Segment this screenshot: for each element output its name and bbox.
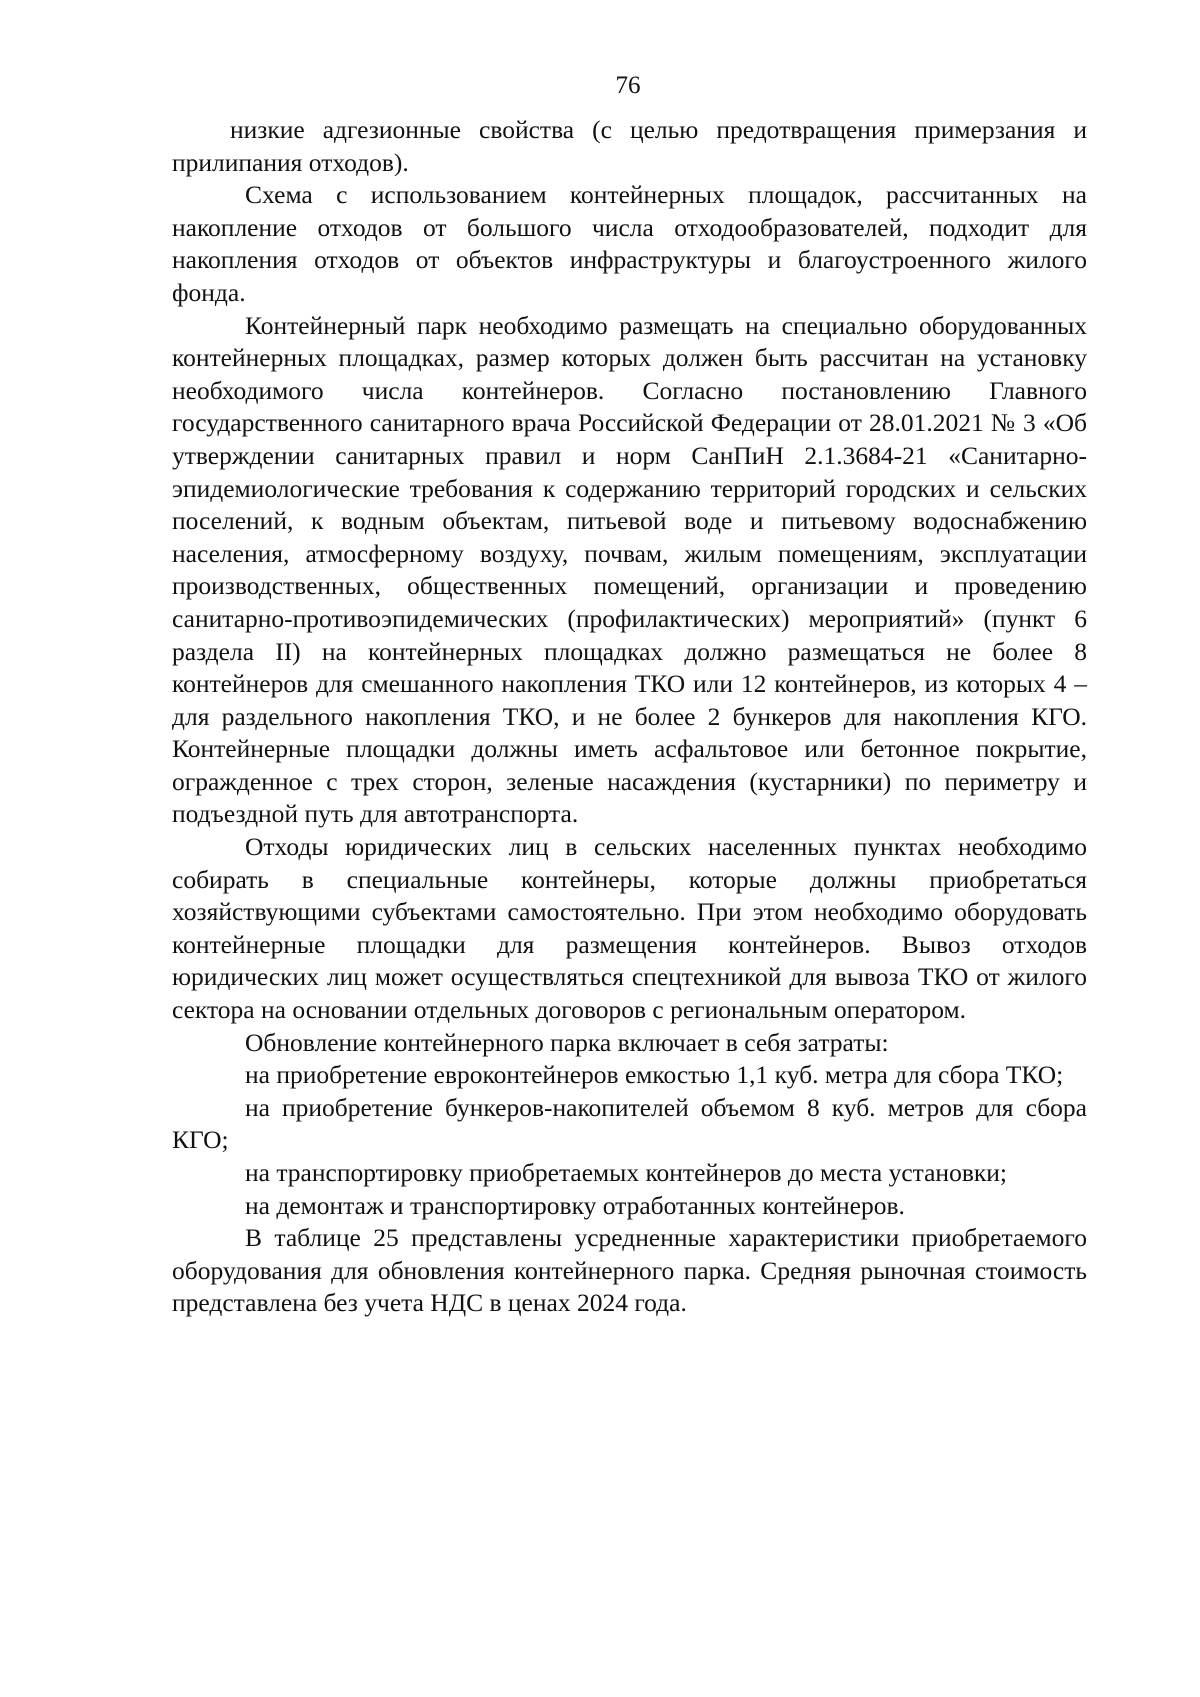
paragraph-container-park-placement: Контейнерный парк необходимо размещать на специально оборудованных контейнерных площадках, размер которых должен быть рассчитан на установку необходимого числа контейнеров. Согласно постановлению Главного государственного санитарного врача Российской Федерации от 28.01.2021 № 3 «Об утверждении санитарных правил и норм СанПиН 2.1.3684-21 «Санитарно-эпидемиологические требования к содержанию территорий городских и сельских поселений, к водным объектам, питьевой воде и питьевому водоснабжению населения, атмосферному воздуху, почвам, жилым помещениям, эксплуатации производственных, общественных помещений, организации и проведению санитарно-противоэпидемических (профилактических) мероприятий» (пункт 6 раздела II) на контейнерных площадках должно размещаться не более 8 контейнеров для смешанного накопления ТКО или 12 контейнеров, из которых 4 – для раздельного накопления ТКО, и не более 2 бункеров для накопления КГО. Контейнерные площадки должны иметь асфальтовое или бетонное покрытие, огражденное с трех сторон, зеленые насаждения (кустарники) по периметру и подъездной путь для автотранспорта. bbox=[172, 310, 1087, 829]
paragraph-adhesion-continuation: низкие адгезионные свойства (с целью предотвращения примерзания и прилипания отходов). bbox=[172, 115, 1087, 177]
list-item-bunkers: на приобретение бункеров-накопителей объемом 8 куб. метров для сбора КГО; bbox=[172, 1092, 1087, 1155]
paragraph-park-renewal-costs: Обновление контейнерного парка включает в себя затраты: bbox=[245, 1027, 889, 1057]
document-body bbox=[172, 114, 1087, 1320]
list-item-eurocontainers: на приобретение евроконтейнеров емкостью 1,1 куб. метра для сбора ТКО; bbox=[245, 1060, 1064, 1090]
paragraph-legal-entities-waste: Отходы юридических лиц в сельских населенных пунктах необходимо собирать в специальные контейнеры, которые должны приобретаться хозяйствующими субъектами самостоятельно. При этом необходимо оборудовать контейнерные площадки для размещения контейнеров. Вывоз отходов юридических лиц может осуществляться спецтехникой для вывоза ТКО от жилого сектора на основании отдельных договоров с региональным оператором. bbox=[172, 832, 1087, 1025]
list-item-dismantling: на демонтаж и транспортировку отработанных контейнеров. bbox=[245, 1190, 905, 1220]
list-item-transportation: на транспортировку приобретаемых контейнеров до места установки; bbox=[245, 1158, 1007, 1187]
paragraph-table-25-reference: В таблице 25 представлены усредненные характеристики приобретаемого оборудования для обновления контейнерного парка. Средняя рыночная стоимость представлена без учета НДС в ценах 2024 года. bbox=[172, 1223, 1087, 1318]
paragraph-container-sites-scheme: Схема с использованием контейнерных площадок, рассчитанных на накопление отходов от большого числа отходообразователей, подходит для накопления отходов от объектов инфраструктуры и благоустроенного жилого фонда. bbox=[172, 180, 1087, 307]
page-number: 76 bbox=[615, 72, 641, 99]
